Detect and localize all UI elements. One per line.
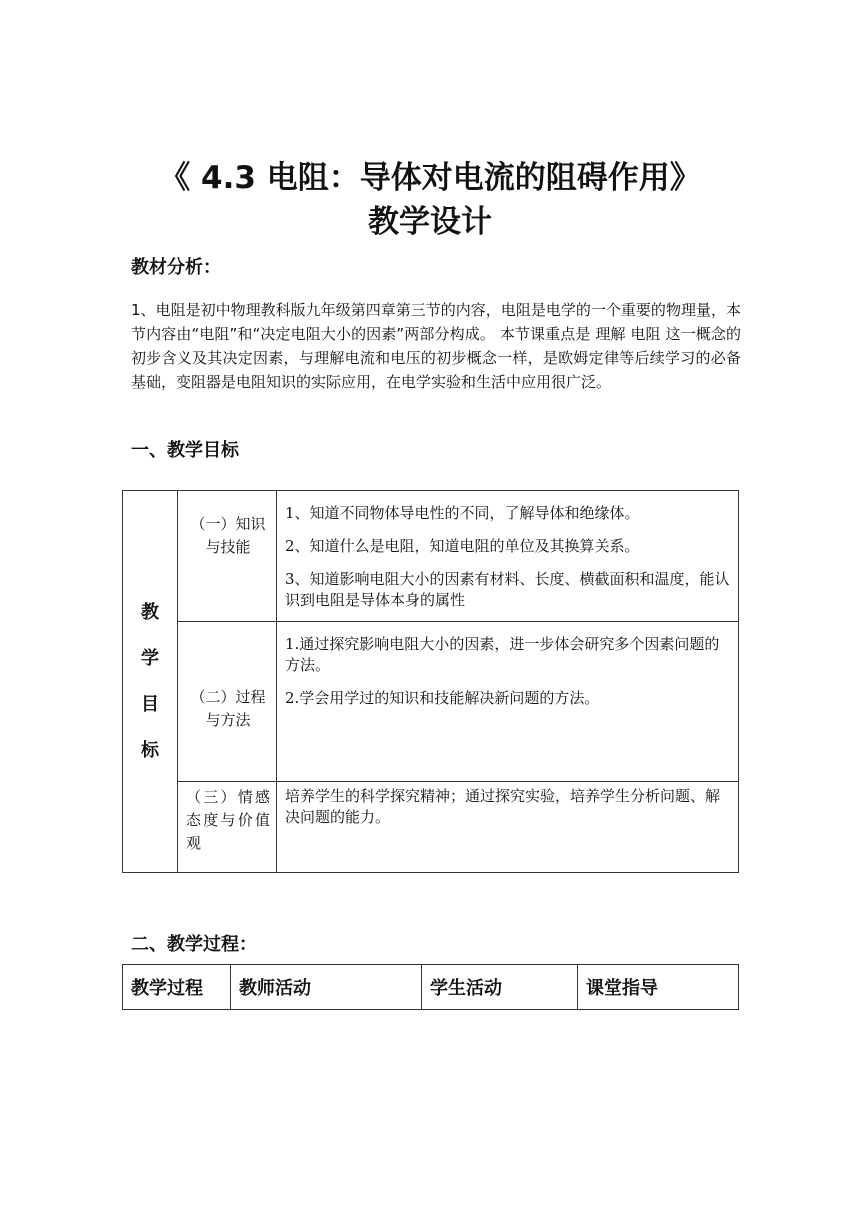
goals-table [122, 490, 739, 873]
goal-item: 2.学会用学过的知识和技能解决新问题的方法。 [285, 689, 600, 707]
goals-side-label: 教 学 目 标 [123, 491, 178, 873]
document-title: 《 4.3 电阻：导体对电流的阻碍作用》 [159, 160, 701, 196]
table-row [123, 782, 739, 873]
process-heading: 二、教学过程： [131, 934, 257, 955]
goal-category: （二）过程与方法 [178, 622, 277, 782]
document-subtitle: 教学设计 [368, 204, 492, 240]
analysis-heading: 教材分析： [131, 257, 221, 278]
goal-items [277, 491, 739, 622]
goal-item: 1、知道不同物体导电性的不同，了解导体和绝缘体。 [285, 504, 640, 522]
column-header: 课堂指导 [578, 965, 739, 1010]
goal-category: （三）情感态度与价值观 [178, 782, 277, 873]
goal-item: 1.通过探究影响电阻大小的因素，进一步体会研究多个因素问题的方法。 [285, 635, 720, 674]
column-header: 学生活动 [422, 965, 578, 1010]
goal-category: （一）知识与技能 [178, 491, 277, 622]
goal-items [277, 782, 739, 873]
process-table [122, 964, 739, 1010]
analysis-paragraph: 1、电阻是初中物理教科版九年级第四章第三节的内容，电阻是电学的一个重要的物理量，本节内容由“电阻”和“决定电阻大小的因素”两部分构成。 本节课重点是 理解 电阻 这一概念的初步含义及其决定因素，与理解电流和电压的初步概念一样，是欧姆定律等后续学习的必备基础，变阻器是电阻知识的实际应用，在电学实验和生活中应用很广泛。 [131, 301, 741, 391]
column-header: 教学过程 [123, 965, 231, 1010]
table-header-row [123, 965, 739, 1010]
goals-heading: 一、教学目标 [131, 440, 239, 461]
goal-items [277, 622, 739, 782]
table-row [123, 491, 739, 622]
column-header: 教师活动 [231, 965, 422, 1010]
goal-item: 2、知道什么是电阻，知道电阻的单位及其换算关系。 [285, 537, 640, 555]
table-row [123, 622, 739, 782]
goal-item: 培养学生的科学探究精神；通过探究实验，培养学生分析问题、解决问题的能力。 [285, 787, 721, 826]
goal-item: 3、知道影响电阻大小的因素有材料、长度、横截面积和温度，能认识到电阻是导体本身的属性 [285, 570, 730, 609]
